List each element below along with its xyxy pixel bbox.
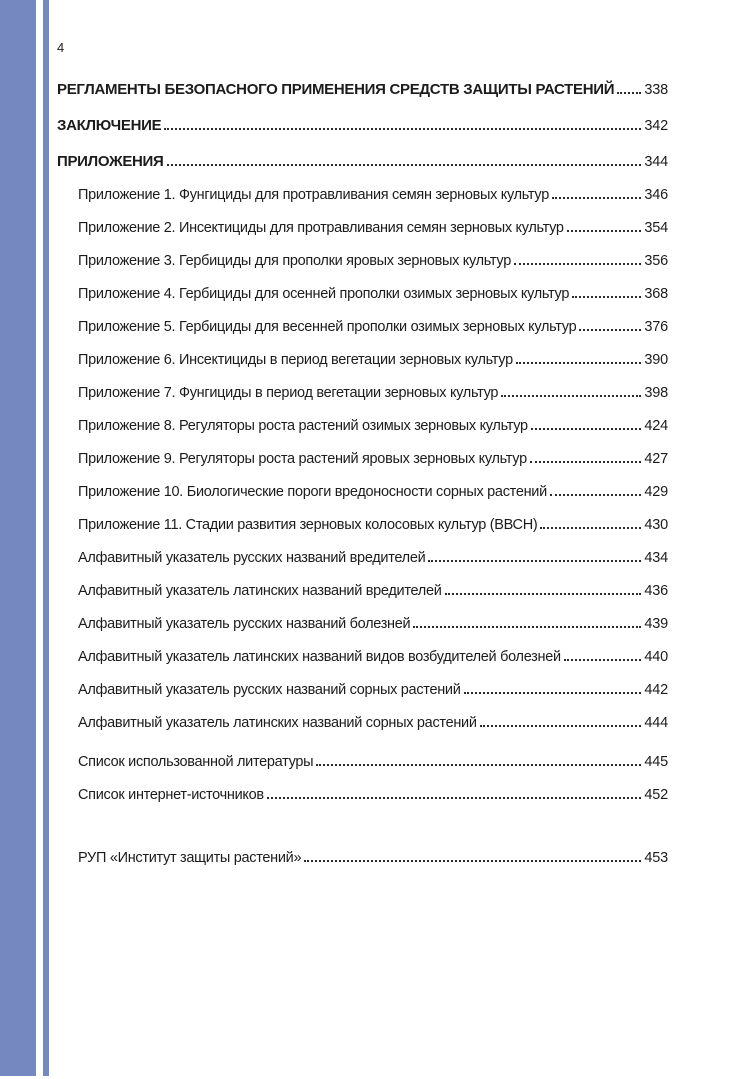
- toc-entry[interactable]: [57, 770, 668, 803]
- toc-entry-label: ПРИЛОЖЕНИЯ: [57, 153, 164, 170]
- toc-entry-label: Алфавитный указатель русских названий вредителей: [78, 550, 426, 566]
- toc-entry[interactable]: [57, 500, 668, 533]
- toc-entry-label: Список использованной литературы: [78, 754, 314, 770]
- toc-entry-page-number: 453: [644, 850, 668, 866]
- dot-leader: [167, 164, 642, 166]
- toc-entry-page-number: 436: [644, 583, 668, 599]
- toc-entry-label: Алфавитный указатель латинских названий сорных растений: [78, 715, 477, 731]
- toc-entry-label: Приложение 1. Фунгициды для протравливания семян зерновых культур: [78, 187, 549, 203]
- dot-leader: [501, 395, 641, 397]
- toc-entry-page-number: 424: [644, 418, 668, 434]
- dot-leader: [480, 725, 642, 727]
- toc-entry[interactable]: [57, 203, 668, 236]
- toc-entry-page-number: 338: [644, 82, 668, 98]
- dot-leader: [530, 461, 642, 463]
- toc-entry[interactable]: [57, 62, 668, 98]
- dot-leader: [552, 197, 641, 199]
- toc-entry-page-number: 354: [644, 220, 668, 236]
- toc-entry[interactable]: [57, 269, 668, 302]
- dot-leader: [550, 494, 642, 496]
- toc-entry[interactable]: [57, 737, 668, 770]
- toc-entry-page-number: 442: [644, 682, 668, 698]
- left-accent-band: [0, 0, 36, 1076]
- left-accent-line: [43, 0, 49, 1076]
- toc-entry[interactable]: [57, 533, 668, 566]
- toc-entry-label: Приложение 11. Стадии развития зерновых колосовых культур (ВВСН): [78, 517, 538, 533]
- toc-entry[interactable]: [57, 236, 668, 269]
- toc-entry-label: Приложение 3. Гербициды для прополки яровых зерновых культур: [78, 253, 511, 269]
- toc-entry-label: Приложение 7. Фунгициды в период вегетации зерновых культур: [78, 385, 499, 401]
- toc-entry[interactable]: [57, 170, 668, 203]
- toc-entry-label: ЗАКЛЮЧЕНИЕ: [57, 117, 162, 134]
- toc-entry-page-number: 344: [644, 154, 668, 170]
- toc-entry-label: Приложение 10. Биологические пороги вредоносности сорных растений: [78, 484, 547, 500]
- toc-entry-page-number: 368: [644, 286, 668, 302]
- toc-entry[interactable]: [57, 335, 668, 368]
- toc-entry-label: РЕГЛАМЕНТЫ БЕЗОПАСНОГО ПРИМЕНЕНИЯ СРЕДСТВ ЗАЩИТЫ РАСТЕНИЙ: [57, 81, 615, 98]
- toc-entry[interactable]: [57, 632, 668, 665]
- dot-leader: [464, 692, 642, 694]
- toc-entry[interactable]: [57, 665, 668, 698]
- toc-entry-label: Приложение 2. Инсектициды для протравливания семян зерновых культур: [78, 220, 564, 236]
- table-of-contents: [57, 62, 668, 866]
- toc-entry-page-number: 398: [644, 385, 668, 401]
- toc-entry-label: РУП «Институт защиты растений»: [78, 850, 302, 866]
- dot-leader: [316, 764, 641, 766]
- toc-entry-page-number: 429: [644, 484, 668, 500]
- toc-entry[interactable]: [57, 434, 668, 467]
- dot-leader: [579, 329, 641, 331]
- toc-entry-page-number: 430: [644, 517, 668, 533]
- toc-entry[interactable]: [57, 134, 668, 170]
- dot-leader: [572, 296, 641, 298]
- dot-leader: [617, 92, 641, 94]
- toc-entry-label: Приложение 5. Гербициды для весенней прополки озимых зерновых культур: [78, 319, 577, 335]
- toc-entry[interactable]: [57, 98, 668, 134]
- toc-entry-label: Приложение 9. Регуляторы роста растений яровых зерновых культур: [78, 451, 527, 467]
- dot-leader: [413, 626, 641, 628]
- dot-leader: [514, 263, 641, 265]
- toc-entry[interactable]: [57, 566, 668, 599]
- toc-entry-label: Список интернет-источников: [78, 787, 264, 803]
- toc-entry[interactable]: [57, 599, 668, 632]
- toc-entry-page-number: 434: [644, 550, 668, 566]
- toc-entry-page-number: 445: [644, 754, 668, 770]
- dot-leader: [564, 659, 642, 661]
- toc-entry-page-number: 356: [644, 253, 668, 269]
- dot-leader: [164, 128, 641, 130]
- toc-entry-page-number: 444: [644, 715, 668, 731]
- toc-entry[interactable]: [57, 302, 668, 335]
- toc-entry[interactable]: [57, 698, 668, 731]
- toc-entry-page-number: 452: [644, 787, 668, 803]
- toc-entry-page-number: 346: [644, 187, 668, 203]
- dot-leader: [445, 593, 642, 595]
- toc-entry-label: Приложение 6. Инсектициды в период вегетации зерновых культур: [78, 352, 513, 368]
- toc-entry-label: Приложение 4. Гербициды для осенней прополки озимых зерновых культур: [78, 286, 570, 302]
- folio-page-number: 4: [57, 40, 65, 55]
- toc-entry-page-number: 439: [644, 616, 668, 632]
- dot-leader: [516, 362, 642, 364]
- toc-entry-label: Алфавитный указатель русских названий сорных растений: [78, 682, 461, 698]
- dot-leader: [567, 230, 642, 232]
- dot-leader: [428, 560, 641, 562]
- dot-leader: [540, 527, 641, 529]
- toc-entry-label: Алфавитный указатель латинских названий вредителей: [78, 583, 442, 599]
- toc-entry[interactable]: [57, 368, 668, 401]
- toc-entry[interactable]: [57, 401, 668, 434]
- toc-entry-page-number: 440: [644, 649, 668, 665]
- toc-entry-label: Алфавитный указатель латинских названий видов возбудителей болезней: [78, 649, 561, 665]
- toc-entry-page-number: 427: [644, 451, 668, 467]
- toc-entry-page-number: 376: [644, 319, 668, 335]
- dot-leader: [531, 428, 642, 430]
- dot-leader: [304, 860, 641, 862]
- toc-entry-label: Алфавитный указатель русских названий болезней: [78, 616, 411, 632]
- toc-entry-label: Приложение 8. Регуляторы роста растений озимых зерновых культур: [78, 418, 528, 434]
- toc-entry-page-number: 342: [644, 118, 668, 134]
- toc-entry-page-number: 390: [644, 352, 668, 368]
- toc-entry[interactable]: [57, 467, 668, 500]
- toc-entry[interactable]: [57, 833, 668, 866]
- dot-leader: [267, 797, 642, 799]
